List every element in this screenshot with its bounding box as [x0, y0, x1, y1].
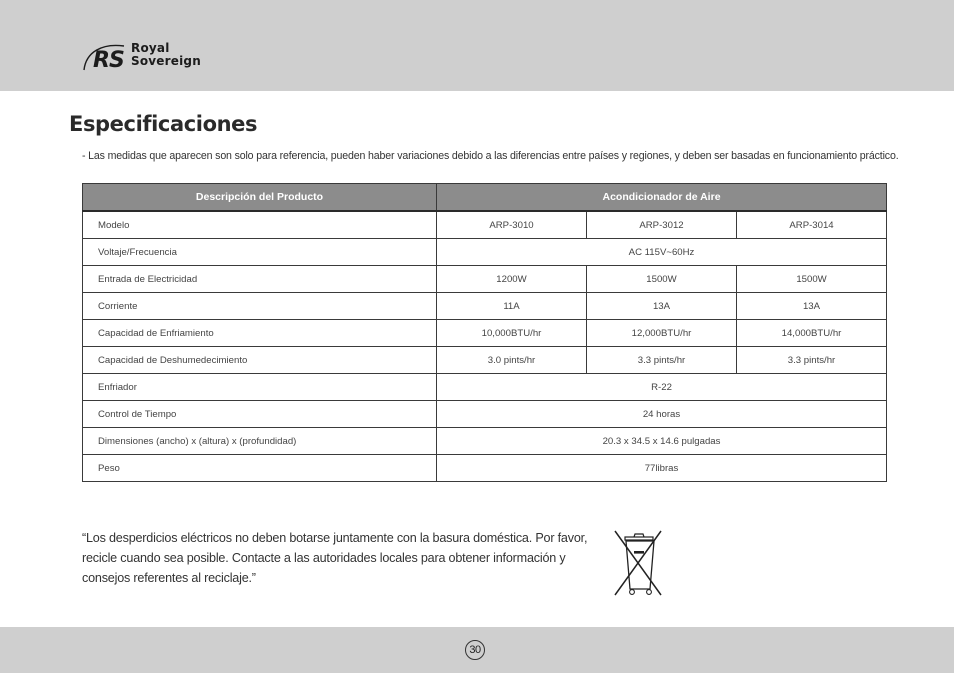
- table-header-row: [83, 184, 887, 212]
- row-value: ARP-3014: [737, 211, 887, 239]
- table-row: [83, 320, 887, 347]
- logo-name-line1: Royal: [131, 41, 170, 55]
- row-label: Modelo: [83, 211, 437, 239]
- row-value: 77libras: [437, 455, 887, 482]
- row-label: Dimensiones (ancho) x (altura) x (profundidad): [83, 428, 437, 455]
- logo-name-line2: Sovereign: [131, 54, 201, 68]
- crossed-out-wheelie-bin-icon: [611, 527, 665, 601]
- row-value: 24 horas: [437, 401, 887, 428]
- row-label: Corriente: [83, 293, 437, 320]
- row-value: 14,000BTU/hr: [737, 320, 887, 347]
- row-label: Enfriador: [83, 374, 437, 401]
- row-value: 3.3 pints/hr: [587, 347, 737, 374]
- table-row: [83, 239, 887, 266]
- row-label: Control de Tiempo: [83, 401, 437, 428]
- row-value: ARP-3010: [437, 211, 587, 239]
- row-value: 1500W: [737, 266, 887, 293]
- logo-wordmark: [131, 42, 201, 68]
- table-row: [83, 455, 887, 482]
- row-label: Capacidad de Deshumedecimiento: [83, 347, 437, 374]
- rs-logo-icon: [80, 40, 130, 76]
- table-row: [83, 401, 887, 428]
- page-title: Especificaciones: [69, 112, 258, 136]
- table-row: [83, 374, 887, 401]
- header-product: Acondicionador de Aire: [437, 184, 887, 212]
- row-value: 3.3 pints/hr: [737, 347, 887, 374]
- logo-mark-text: RS: [93, 48, 124, 73]
- row-value: R-22: [437, 374, 887, 401]
- row-label: Capacidad de Enfriamiento: [83, 320, 437, 347]
- row-value: ARP-3012: [587, 211, 737, 239]
- row-value: 1500W: [587, 266, 737, 293]
- row-value: 3.0 pints/hr: [437, 347, 587, 374]
- reference-note: - Las medidas que aparecen son solo para referencia, pueden haber variaciones debido a las diferencias entre países y regiones, y deben ser basadas en funcionamiento práctico.: [82, 150, 899, 162]
- row-value: 13A: [737, 293, 887, 320]
- table-row: [83, 347, 887, 374]
- header-description: Descripción del Producto: [83, 184, 437, 212]
- row-value: 10,000BTU/hr: [437, 320, 587, 347]
- row-label: Peso: [83, 455, 437, 482]
- row-label: Voltaje/Frecuencia: [83, 239, 437, 266]
- row-value: 13A: [587, 293, 737, 320]
- table-row: [83, 428, 887, 455]
- table-body: [83, 211, 887, 482]
- row-label: Entrada de Electricidad: [83, 266, 437, 293]
- table-row: [83, 293, 887, 320]
- row-value: 11A: [437, 293, 587, 320]
- header-band: [0, 0, 954, 91]
- row-value: 12,000BTU/hr: [587, 320, 737, 347]
- row-value: 1200W: [437, 266, 587, 293]
- recycling-notice: “Los desperdicios eléctricos no deben botarse juntamente con la basura doméstica. Por favor, recicle cuando sea posible. Contacte a las autoridades locales para obtener información y consejos referentes al reciclaje.”: [82, 531, 588, 585]
- row-value: AC 115V~60Hz: [437, 239, 887, 266]
- row-value: 20.3 x 34.5 x 14.6 pulgadas: [437, 428, 887, 455]
- table-row: [83, 211, 887, 239]
- specifications-table: [82, 183, 887, 482]
- table-row: [83, 266, 887, 293]
- page-number: 30: [465, 640, 485, 660]
